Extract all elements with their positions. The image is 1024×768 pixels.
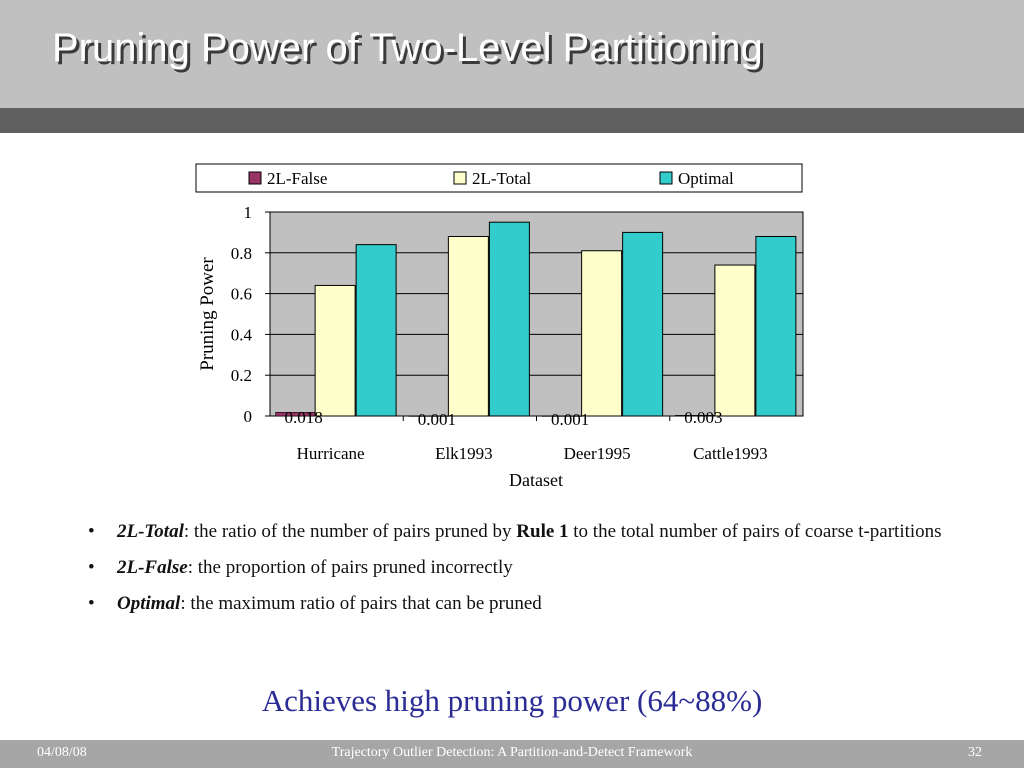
term-optimal: Optimal	[117, 593, 181, 614]
bar-2l-total	[448, 236, 488, 416]
list-item	[88, 590, 968, 618]
footer-title: Trajectory Outlier Detection: A Partition-and-Detect Framework	[331, 745, 693, 760]
bar-optimal	[756, 236, 796, 416]
y-tick-label: 0.4	[230, 325, 252, 345]
legend-label: 2L-False	[267, 169, 328, 188]
title-bar	[0, 0, 1024, 109]
bar-2l-total	[582, 251, 622, 416]
pruning-power-chart	[0, 150, 1024, 500]
conclusion-text: Achieves high pruning power (64~88%)	[261, 683, 763, 718]
legend-swatch	[249, 172, 261, 184]
bar-optimal	[489, 222, 529, 416]
x-axis-label: Dataset	[509, 470, 563, 490]
legend-swatch	[660, 172, 672, 184]
data-label-2l-false: 0.001	[417, 410, 456, 429]
legend-swatch	[454, 172, 466, 184]
page-number: 32	[968, 745, 982, 760]
data-label-2l-false: 0.003	[684, 408, 723, 427]
definition-text: : the ratio of the number of pairs pruned by	[183, 521, 517, 542]
title-stripe	[0, 108, 1024, 133]
footer-date: 04/08/08	[37, 745, 87, 760]
x-tick-label: Deer1995	[563, 444, 631, 463]
definition-list	[88, 518, 968, 626]
definition-text: : the maximum ratio of pairs that can be pruned	[180, 593, 542, 614]
slide-title: Pruning Power of Two-Level Partitioning	[52, 26, 763, 70]
term-2l-false: 2L-False	[117, 557, 188, 578]
data-label-2l-false: 0.001	[551, 410, 590, 429]
x-tick-label: Hurricane	[296, 444, 365, 463]
legend-label: Optimal	[678, 169, 734, 188]
y-axis-label: Pruning Power	[197, 257, 218, 371]
y-tick-label: 0.8	[230, 243, 252, 263]
list-item	[88, 518, 968, 546]
bar-optimal	[623, 232, 663, 416]
y-tick-label: 0.2	[230, 366, 252, 386]
y-tick-label: 0	[243, 407, 252, 426]
legend-label: 2L-Total	[472, 169, 532, 188]
definition-text: : the proportion of pairs pruned incorrectly	[187, 557, 513, 578]
term-2l-total: 2L-Total	[117, 521, 184, 542]
list-item	[88, 554, 968, 582]
x-tick-label: Cattle1993	[693, 444, 768, 463]
bar-2l-total	[315, 285, 355, 416]
y-tick-label: 0.6	[230, 284, 252, 304]
footer	[0, 740, 1024, 768]
data-label-2l-false: 0.018	[284, 408, 323, 427]
bar-2l-total	[715, 265, 755, 416]
definition-text: to the total number of pairs of coarse t-partitions	[568, 521, 942, 542]
y-tick-label: 1	[243, 203, 252, 222]
rule-name: Rule 1	[516, 521, 569, 542]
bar-optimal	[356, 245, 396, 416]
x-tick-label: Elk1993	[435, 444, 493, 463]
